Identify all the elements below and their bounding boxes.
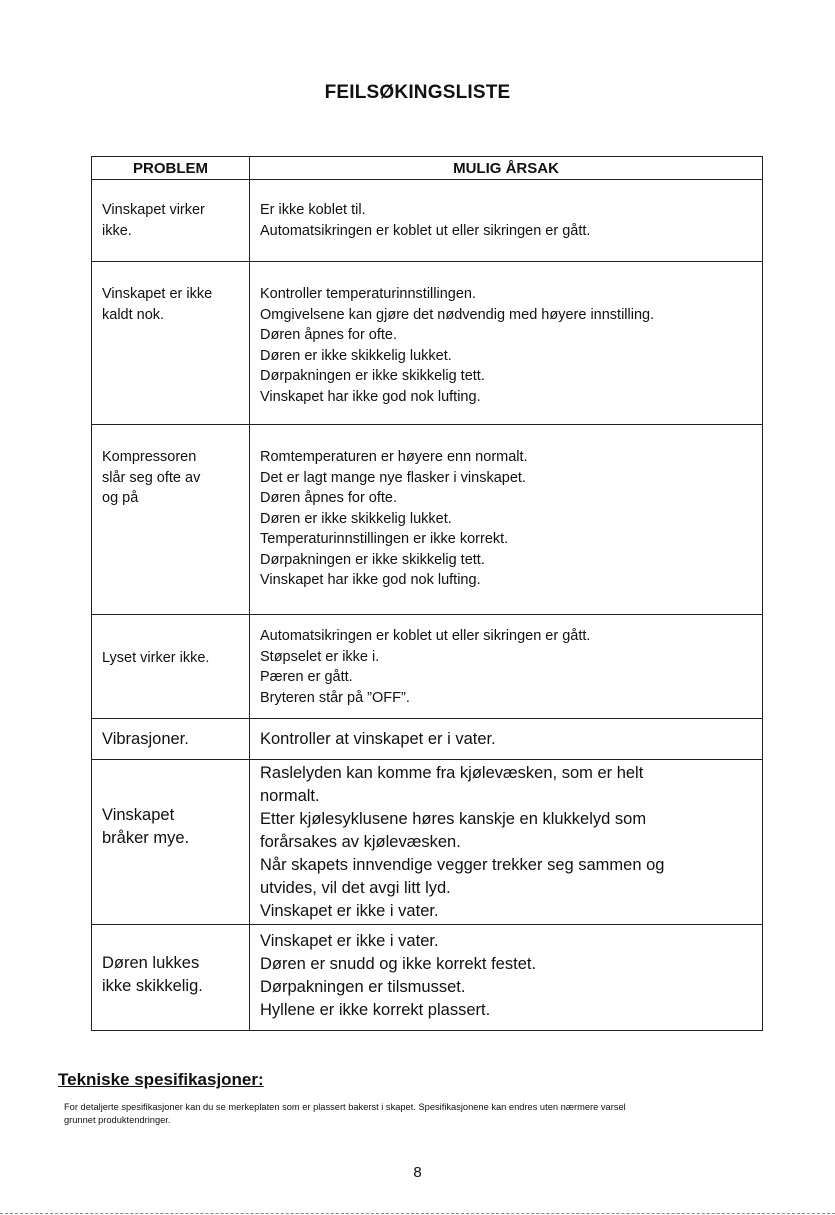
problem-cell (92, 262, 250, 425)
problem-line: ikke skikkelig. (102, 977, 203, 995)
problem-cell (92, 180, 250, 262)
cause-cell (250, 925, 763, 1031)
cause-cell (250, 719, 763, 760)
cause-line: Romtemperaturen er høyere enn normalt. (260, 449, 528, 465)
cause-line: Døren er ikke skikkelig lukket. (260, 510, 452, 527)
problem-line: Vinskapet virker (102, 202, 205, 218)
table-row (92, 615, 763, 719)
cause-line: Er ikke koblet til. (260, 202, 366, 218)
cause-line: Når skapets innvendige vegger trekker seg sammen og (260, 856, 665, 874)
cause-line: Døren er ikke skikkelig lukket. (260, 347, 452, 364)
table-row (92, 719, 763, 760)
problem-line: Vinskapet er ikke (102, 286, 213, 302)
bottom-divider (0, 1213, 835, 1214)
cause-line: Vinskapet har ikke god nok lufting. (260, 572, 481, 588)
cause-line: Døren er snudd og ikke korrekt festet. (260, 955, 537, 973)
table-header-row (92, 157, 763, 180)
cause-line: Døren åpnes for ofte. (260, 327, 398, 343)
troubleshooting-table (91, 156, 763, 1031)
problem-cell (92, 425, 250, 615)
cause-cell (250, 262, 763, 425)
cause-cell (250, 760, 763, 925)
cause-cell (250, 180, 763, 262)
table-row (92, 425, 763, 615)
cause-line: Kontroller at vinskapet er i vater. (260, 730, 496, 748)
table-row (92, 925, 763, 1031)
cause-line: Det er lagt mange nye flasker i vinskapet. (260, 469, 526, 486)
cause-line: Dørpakningen er ikke skikkelig tett. (260, 368, 485, 384)
specs-text-line: grunnet produktendringer. (64, 1115, 171, 1125)
cause-line: Omgivelsene kan gjøre det nødvendig med høyere innstilling. (260, 306, 655, 323)
cause-line: Automatsikringen er koblet ut eller sikringen er gått. (260, 628, 591, 644)
problem-line: bråker mye. (102, 829, 190, 847)
cause-cell (250, 425, 763, 615)
cause-line: Temperaturinnstillingen er ikke korrekt. (260, 531, 509, 547)
problem-line: Lyset virker ikke. (102, 650, 210, 666)
cause-line: Støpselet er ikke i. (260, 648, 380, 665)
table-row (92, 180, 763, 262)
cause-line: Hyllene er ikke korrekt plassert. (260, 1001, 491, 1019)
problem-line: ikke. (102, 222, 132, 239)
header-problem: PROBLEM (92, 157, 250, 180)
page-number: 8 (413, 1164, 422, 1181)
cause-line: utvides, vil det avgi litt lyd. (260, 879, 451, 897)
cause-line: forårsakes av kjølevæsken. (260, 833, 461, 851)
specs-text (64, 1101, 829, 1127)
problem-line: Døren lukkes (102, 954, 200, 972)
cause-line: Dørpakningen er ikke skikkelig tett. (260, 551, 485, 568)
table-row (92, 262, 763, 425)
problem-cell (92, 925, 250, 1031)
cause-line: Raslelyden kan komme fra kjølevæsken, som er helt (260, 764, 644, 782)
problem-cell (92, 615, 250, 719)
page-title: FEILSØKINGSLISTE (324, 82, 511, 103)
problem-line: Vibrasjoner. (102, 730, 189, 748)
cause-cell (250, 615, 763, 719)
cause-line: Automatsikringen er koblet ut eller sikringen er gått. (260, 222, 591, 239)
cause-line: Vinskapet er ikke i vater. (260, 932, 439, 950)
problem-line: og på (102, 490, 139, 506)
problem-cell (92, 719, 250, 760)
cause-line: Vinskapet er ikke i vater. (260, 902, 439, 920)
cause-line: Pæren er gått. (260, 669, 353, 685)
problem-line: Kompressoren (102, 449, 197, 465)
table-row (92, 760, 763, 925)
cause-line: Døren åpnes for ofte. (260, 490, 398, 506)
cause-line: Kontroller temperaturinnstillingen. (260, 286, 476, 302)
problem-line: slår seg ofte av (102, 469, 201, 486)
problem-line: kaldt nok. (102, 306, 165, 323)
header-cause: MULIG ÅRSAK (250, 157, 763, 180)
cause-line: Vinskapet har ikke god nok lufting. (260, 388, 481, 405)
specs-heading: Tekniske spesifikasjoner: (58, 1070, 264, 1089)
problem-cell (92, 760, 250, 925)
cause-line: Etter kjølesyklusene høres kanskje en klukkelyd som (260, 810, 647, 828)
specs-text-line: For detaljerte spesifikasjoner kan du se merkeplaten som er plassert bakerst i skapet. Spesifikasjonene kan endres uten nærmere varsel (64, 1102, 626, 1112)
cause-line: Bryteren står på ”OFF”. (260, 689, 410, 706)
cause-line: normalt. (260, 787, 320, 805)
cause-line: Dørpakningen er tilsmusset. (260, 978, 466, 996)
problem-line: Vinskapet (102, 806, 175, 824)
